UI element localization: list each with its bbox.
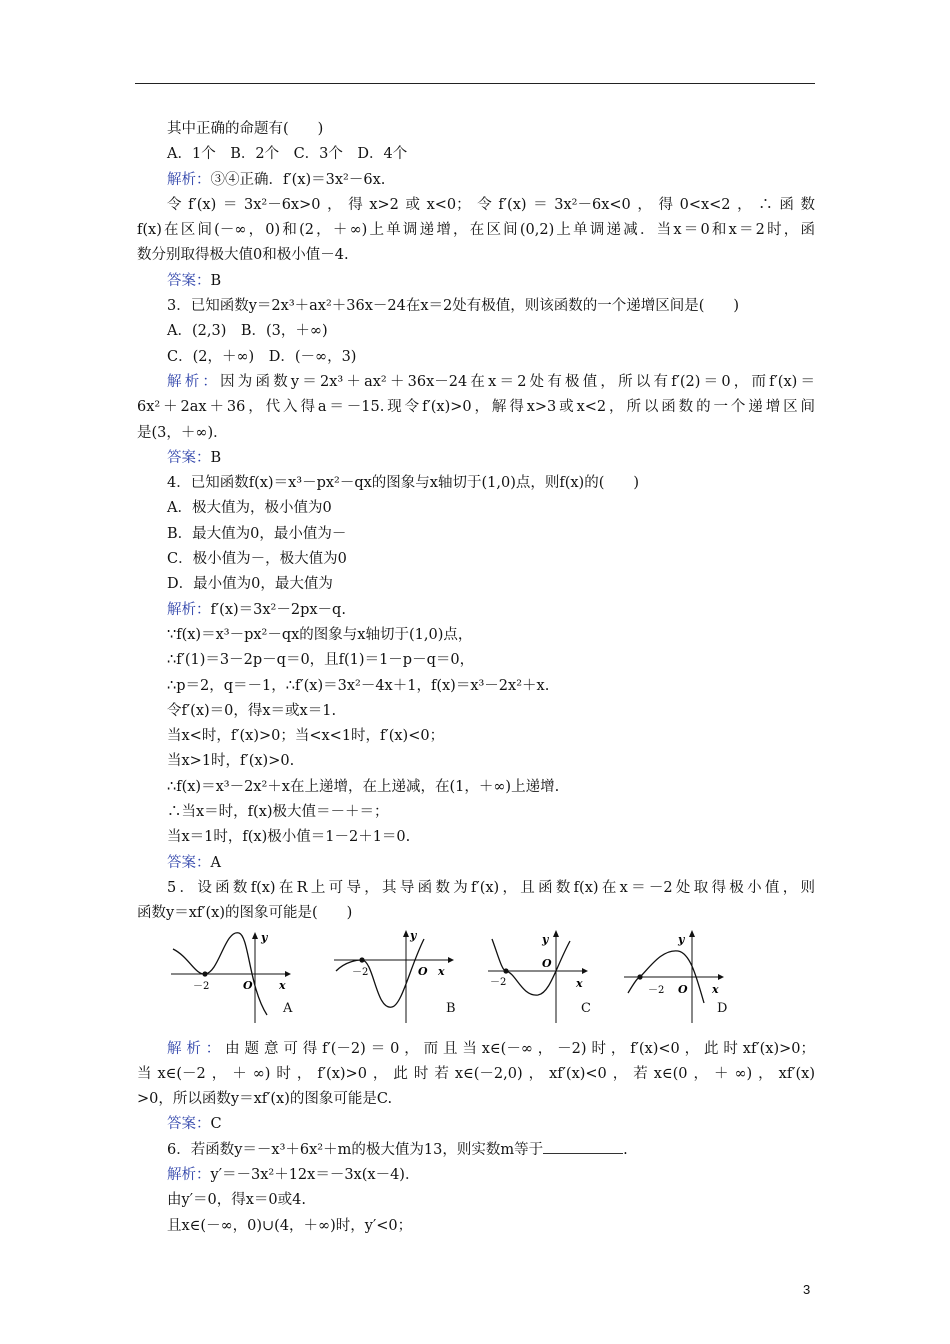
graph-a [167,927,297,1027]
q4-analysis-3: ∴p＝2，q＝－1，∴f′(x)＝3x²－4x＋1，f(x)＝x³－2x²＋x. [167,677,550,694]
q4-analysis-4: 令f′(x)＝0，得x＝或x＝1. [167,702,337,719]
q5-answer: 答案：C [167,1116,222,1133]
q4-answer: 答案：A [167,854,221,871]
q4-analysis-7: ∴f(x)＝x³－2x²＋x在上递增，在上递减，在(1，＋∞)上递增. [167,778,560,795]
q2-answer: 答案：B [167,272,222,289]
graph-b [330,927,460,1027]
q4-analysis-9: 当x＝1时，f(x)极小值＝1－2＋1＝0. [167,829,411,846]
axis-x: x [576,976,583,990]
q5-analysis-3: >0，所以函数y＝xf′(x)的图象可能是C. [137,1091,393,1108]
answer-label: 答案： [167,854,211,871]
q3-options-1: A．(2,3) B．(3，＋∞) [167,323,328,340]
q6-analysis-1: 解析：y′＝－3x²＋12x＝－3x(x－4)． [167,1166,420,1183]
q4-analysis-8: ∴当x＝时，f(x)极大值＝－＋＝； [167,804,389,821]
q3-stem: 3．已知函数y＝2x³＋ax²＋36x－24在x＝2处有极值，则该函数的一个递增区间是( ) [167,298,740,315]
axis-o: O [418,964,428,978]
analysis-label: 解析： [167,373,221,390]
graph-b-label: B [446,1000,456,1016]
axis-neg2: －2 [490,976,507,988]
graph-d-label: D [717,1000,728,1016]
axis-o: O [243,978,253,992]
analysis-label: 解析： [167,1166,211,1183]
q6-stem: 6．若函数y＝－x³＋6x²＋m的极大值为13，则实数m等于 . [137,1138,815,1163]
axis-neg2: －2 [648,984,665,996]
q3-answer: 答案：B [167,449,222,466]
axis-y: y [410,928,417,942]
axis-o: O [542,956,552,970]
analysis-label: 解析： [167,171,211,188]
graph-c-label: C [581,1000,591,1016]
graph-d [620,927,730,1027]
axis-y: y [678,932,685,946]
q4-analysis-0: 解析：f′(x)＝3x²－2px－q. [167,601,346,618]
q3-analysis-2: 6x²＋2ax＋36，代入得a＝－15.现令f′(x)>0，解得x>3或x<2，所以函数的一个递增区间 [137,399,815,416]
q3-options-2: C．(2，＋∞) D．(－∞，3) [167,348,357,365]
analysis-label: 解析： [167,1040,226,1057]
answer-blank [543,1139,623,1154]
axis-neg2: －2 [352,966,369,978]
q6-analysis-3: 且x∈(－∞，0)∪(4，＋∞)时，y′<0； [167,1217,413,1234]
q4-analysis-6: 当x>1时，f′(x)>0. [167,753,295,770]
q5-stem-2: 函数y＝xf′(x)的图象可能是( ) [137,905,353,922]
answer-label: 答案： [167,272,211,289]
axis-y: y [261,930,268,944]
q4-analysis-5: 当x<时，f′(x)>0；当<x<1时，f′(x)<0； [167,728,445,745]
q6-analysis-2: 由y′＝0，得x＝0或4. [167,1192,306,1209]
q2-analysis-4: 数分别取得极大值0和极小值－4. [137,247,349,264]
axis-x: x [279,978,286,992]
q2-analysis-2: 令f′(x)＝3x²－6x>0，得x>2或x<0；令f′(x)＝3x²－6x<0，得0<x<2，∴函数 [167,196,815,213]
q4-stem: 4．已知函数f(x)＝x³－px²－qx的图象与x轴切于(1,0)点，则f(x)的( ) [167,475,640,492]
axis-x: x [438,964,445,978]
axis-neg2: －2 [193,980,210,992]
page-content [137,117,815,1239]
q2-analysis-1: 解析：③④正确．f′(x)＝3x²－6x. [167,171,386,188]
answer-label: 答案： [167,1116,211,1133]
axis-y: y [542,932,549,946]
analysis-label: 解析： [167,601,211,618]
answer-label: 答案： [167,449,211,466]
axis-o: O [678,982,688,996]
q4-analysis-2: ∴f′(1)＝3－2p－q＝0，且f(1)＝1－p－q＝0， [167,652,475,669]
q5-analysis-2: 当x∈(－2，＋∞)时，f′(x)>0，此时若x∈(－2,0)，xf′(x)<0，若x∈(0，＋∞)，xf′(x) [137,1065,815,1082]
q4-option-b: B．最大值为0，最小值为－ [167,525,347,542]
q5-graph-options [137,927,815,1037]
q2-options: A．1个 B．2个 C．3个 D．4个 [167,146,408,163]
q4-option-a: A．极大值为，极小值为0 [167,500,332,517]
q4-option-c: C．极小值为－，极大值为0 [167,551,347,568]
q5-stem-1: 5．设函数f(x)在R上可导，其导函数为f′(x)，且函数f(x)在x＝－2处取得极小值，则 [167,879,815,896]
graph-a-label: A [283,1000,293,1016]
page-number: 3 [803,1282,811,1297]
q2-stem: 其中正确的命题有( ) [167,121,324,137]
axis-x: x [712,982,719,996]
q4-option-d: D．最小值为0，最大值为 [167,576,333,593]
q3-analysis-3: 是(3，＋∞)． [137,424,228,441]
q3-analysis-1: 解析：因为函数y＝2x³＋ax²＋36x－24在x＝2处有极值，所以有f′(2)＝0，而f′(x)＝ [167,373,815,390]
header-rule [135,83,815,84]
q5-analysis-1: 解析：由题意可得f′(－2)＝0，而且当x∈(－∞，－2)时，f′(x)<0，此时xf′(x)>0； [167,1040,815,1057]
q4-analysis-1: ∵f(x)＝x³－px²－qx的图象与x轴切于(1,0)点， [167,626,473,643]
q2-analysis-3: f(x)在区间(－∞，0)和(2，＋∞)上单调递增，在区间(0,2)上单调递减．当x＝0和x＝2时，函 [137,222,815,239]
graph-c [484,927,594,1027]
